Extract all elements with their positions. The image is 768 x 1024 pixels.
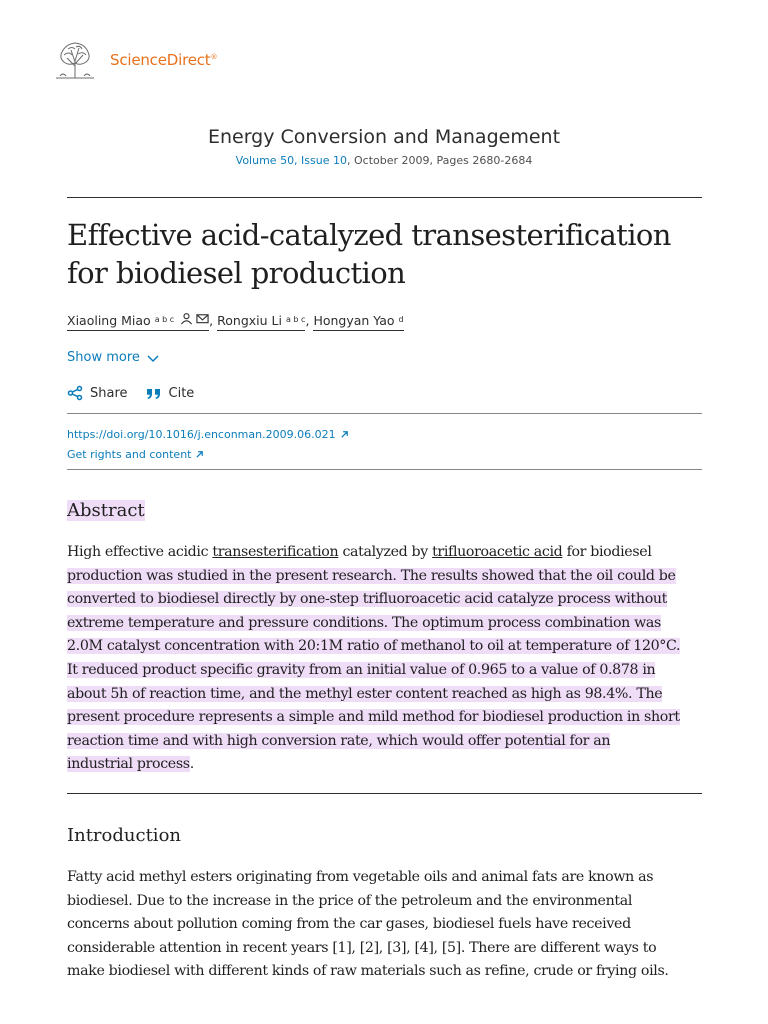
introduction-line: biodiesel. Due to the increase in the price of the petroleum and the environmental — [67, 892, 633, 909]
abstract-line: It reduced product specific gravity from an initial value of 0.965 to a value of 0.878 in — [67, 661, 656, 678]
introduction-heading: Introduction — [67, 825, 181, 846]
site-header — [52, 40, 217, 80]
abstract-line: about 5h of reaction time, and the methyl ester content reached as high as 98.4%. The — [67, 685, 663, 702]
share-icon — [67, 385, 83, 401]
cite-label: Cite — [168, 385, 195, 401]
author-list — [67, 312, 404, 331]
abstract-text — [67, 541, 707, 777]
abstract-heading — [67, 500, 145, 521]
introduction-line: considerable attention in recent years [1], [2], [3], [4], [5]. There are different ways to — [67, 939, 657, 956]
abstract-text-segment: High effective acidic — [67, 544, 213, 560]
show-more-label: Show more — [67, 350, 140, 365]
article-title: Effective acid-catalyzed transesterification for biodiesel production — [67, 218, 671, 290]
doi-link[interactable] — [67, 424, 349, 444]
rights-link[interactable] — [67, 444, 349, 464]
abstract-text-segment: . — [189, 756, 194, 773]
rights-text: Get rights and content — [67, 447, 192, 461]
abstract-line: reaction time and with high conversion rate, which would offer potential for an — [67, 732, 611, 749]
author-affiliation: a b c — [154, 315, 175, 324]
introduction-line: make biodiesel with different kinds of raw materials such as refine, crude or frying oils. — [67, 963, 669, 980]
doi-text: https://doi.org/10.1016/j.enconman.2009.06.021 — [67, 427, 336, 441]
article-links — [67, 424, 349, 464]
share-button[interactable] — [67, 385, 128, 401]
abstract-line: present procedure represents a simple and mild method for biodiesel production in short — [67, 709, 680, 726]
journal-info — [0, 126, 768, 167]
abstract-text-segment: for biodiesel — [562, 544, 652, 560]
article-actions — [67, 385, 194, 401]
abstract-text-segment: catalyzed by — [338, 544, 433, 560]
brand-mark: ® — [210, 53, 218, 61]
person-icon — [180, 312, 193, 325]
cite-button[interactable] — [146, 385, 195, 401]
introduction-line: concerns about pollution coming from the car gases, biodiesel fuels have received — [67, 916, 631, 933]
divider — [67, 197, 702, 198]
term-link-industrial-process[interactable]: industrial process — [67, 756, 190, 773]
email-icon — [196, 312, 209, 325]
chevron-down-icon — [146, 351, 160, 365]
divider — [67, 469, 702, 470]
author-link[interactable] — [67, 312, 209, 331]
author-link[interactable] — [217, 313, 305, 331]
abstract-line: 2.0M catalyst concentration with 20:1M ratio of methanol to oil at temperature of 120°C. — [67, 638, 681, 655]
abstract-heading-text: Abstract — [67, 500, 145, 521]
term-link-trifluoroacetic-acid[interactable]: trifluoroacetic acid — [432, 544, 563, 560]
brand-label: ScienceDirect — [110, 51, 211, 69]
author-name: Rongxiu Li — [217, 313, 282, 328]
journal-meta — [0, 154, 768, 167]
introduction-text — [67, 866, 707, 984]
author-affiliation: d — [398, 315, 404, 324]
quote-icon — [146, 385, 162, 401]
journal-title[interactable]: Energy Conversion and Management — [207, 126, 561, 148]
elsevier-tree-logo[interactable] — [52, 40, 98, 80]
abstract-line: production was studied in the present research. The results showed that the oil could be — [67, 567, 676, 584]
author-link[interactable] — [313, 313, 403, 331]
brand-name[interactable] — [110, 51, 217, 69]
author-name: Hongyan Yao — [313, 313, 395, 328]
external-link-icon — [340, 430, 349, 439]
volume-issue-link[interactable]: Volume 50, Issue 10 — [235, 154, 347, 167]
show-more-button[interactable] — [67, 350, 160, 365]
author-name: Xiaoling Miao — [67, 313, 151, 328]
author-separator: , — [209, 313, 214, 328]
divider — [67, 793, 702, 794]
external-link-icon — [195, 450, 204, 459]
introduction-line: Fatty acid methyl esters originating from vegetable oils and animal fats are known as — [67, 869, 654, 885]
divider — [67, 413, 702, 414]
abstract-line: extreme temperature and pressure conditions. The optimum process combination was — [67, 614, 661, 631]
date-pages: , October 2009, Pages 2680-2684 — [347, 154, 533, 167]
author-affiliation: a b c — [285, 315, 306, 324]
author-separator: , — [305, 313, 310, 328]
term-link-transesterification[interactable]: transesterification — [212, 544, 339, 560]
abstract-line: converted to biodiesel directly by one-step trifluoroacetic acid catalyze process without — [67, 591, 668, 608]
share-label: Share — [90, 385, 128, 401]
